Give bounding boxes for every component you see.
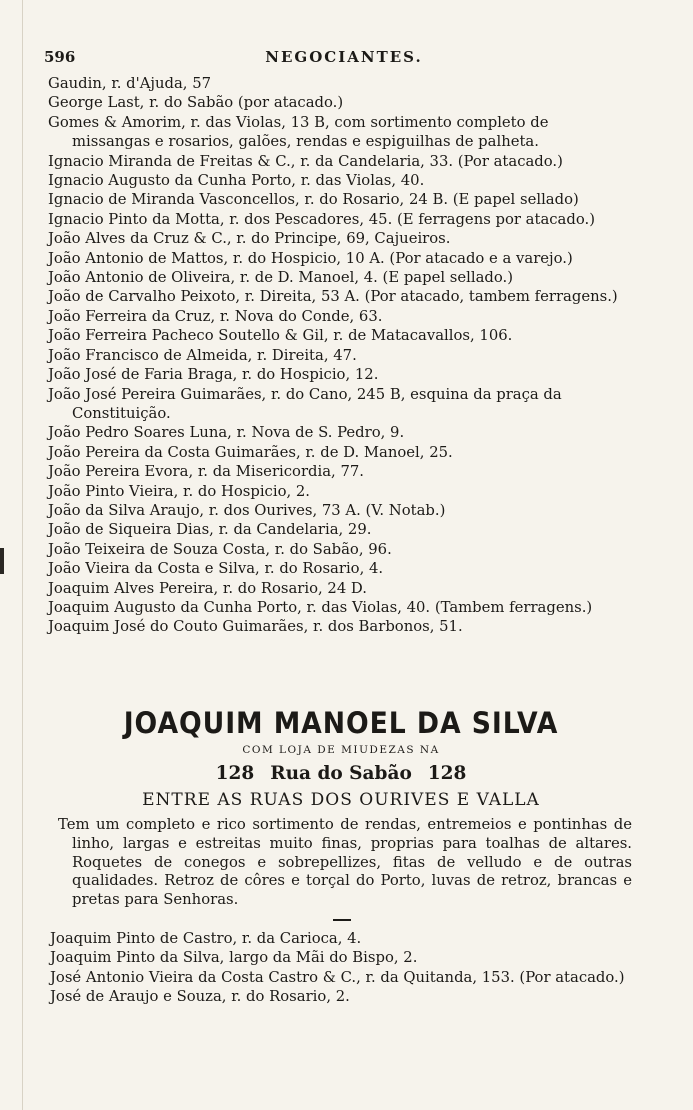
list-item: Joaquim Pinto de Castro, r. da Carioca, 4. (50, 930, 362, 947)
list-item: João Pereira da Costa Guimarães, r. de D. Manoel, 25. (48, 443, 453, 461)
list-item: Joaquim Alves Pereira, r. do Rosario, 24 D. (48, 579, 367, 597)
list-item: Ignacio Augusto da Cunha Porto, r. das Violas, 40. (48, 172, 425, 190)
list-item: Joaquim José do Couto Guimarães, r. dos Barbonos, 51. (48, 618, 463, 636)
list-item: João Alves da Cruz & C., r. do Principe, 69, Cajueiros. (48, 230, 451, 248)
list-item: Gaudin, r. d'Ajuda, 57 (48, 75, 212, 92)
advertiser-address (50, 762, 632, 786)
list-item: Gomes & Amorim, r. das Violas, 13 B, com sortimento completo de missangas e rosarios, galões, rendas e espiguilhas de palheta. (48, 113, 549, 151)
list-item: Ignacio de Miranda Vasconcellos, r. do Rosario, 24 B. (E papel sellado) (48, 191, 579, 209)
page-fold-line (22, 0, 23, 1110)
list-item: João Ferreira Pacheco Soutello & Gil, r. de Matacavallos, 106. (48, 327, 513, 345)
list-item: Joaquim Augusto da Cunha Porto, r. das Violas, 40. (Tambem ferragens.) (48, 598, 593, 616)
advertisement (50, 706, 632, 910)
list-item: João Francisco de Almeida, r. Direita, 47. (48, 346, 357, 364)
merchant-list-continued (50, 929, 630, 1007)
address-number-right: 128 (427, 763, 467, 784)
list-item: João Antonio de Mattos, r. do Hospicio, 10 A. (Por atacado e a varejo.) (48, 249, 573, 267)
list-item: João Ferreira da Cruz, r. Nova do Conde, 63. (48, 307, 383, 325)
section-divider (333, 919, 351, 921)
advertiser-location: ENTRE AS RUAS DOS OURIVES E VALLA (142, 790, 540, 810)
advertisement-body: Tem um completo e rico sortimento de rendas, entremeios e pontinhas de linho, largas e estreitas muito finas, proprias para toalhas de altares. Roquetes de conegos e sobrepellizes, fitas de velludo e de outras qualidades. Retroz de côres e torçal do Porto, luvas de retroz, brancas e pretas para Senhoras. (58, 816, 632, 909)
margin-mark (0, 548, 4, 574)
advertiser-name: JOAQUIM MANOEL DA SILVA (123, 706, 559, 740)
list-item: João José de Faria Braga, r. do Hospicio, 12. (48, 366, 379, 384)
address-street: Rua do Sabão (270, 763, 412, 784)
advertiser-subtitle: COM LOJA DE MIUDEZAS NA (242, 744, 440, 756)
page-header (44, 48, 644, 70)
list-item: João da Silva Araujo, r. dos Ourives, 73 A. (V. Notab.) (48, 501, 446, 519)
list-item: Ignacio Pinto da Motta, r. dos Pescadores, 45. (E ferragens por atacado.) (48, 210, 595, 228)
list-item: João Teixeira de Souza Costa, r. do Sabão, 96. (48, 540, 392, 558)
list-item: João Pereira Evora, r. da Misericordia, 77. (48, 463, 364, 481)
list-item: João Pedro Soares Luna, r. Nova de S. Pedro, 9. (48, 424, 405, 442)
list-item: João José Pereira Guimarães, r. do Cano, 245 B, esquina da praça da Constituição. (48, 385, 562, 422)
list-item: José Antonio Vieira da Costa Castro & C., r. da Quitanda, 153. (Por atacado.) (50, 968, 625, 986)
merchant-list (48, 74, 628, 637)
list-item: Ignacio Miranda de Freitas & C., r. da Candelaria, 33. (Por atacado.) (48, 152, 563, 170)
list-item: João Antonio de Oliveira, r. de D. Manoel, 4. (E papel sellado.) (48, 269, 514, 287)
list-item: José de Araujo e Souza, r. do Rosario, 2. (50, 988, 350, 1006)
list-item: Joaquim Pinto da Silva, largo da Mãi do Bispo, 2. (50, 949, 418, 967)
list-item: João de Siqueira Dias, r. da Candelaria, 29. (48, 521, 372, 539)
address-number-left: 128 (215, 763, 255, 784)
running-head: NEGOCIANTES. (265, 48, 423, 66)
list-item: João Pinto Vieira, r. do Hospicio, 2. (48, 482, 311, 500)
list-item: João de Carvalho Peixoto, r. Direita, 53 A. (Por atacado, tambem ferragens.) (48, 288, 618, 306)
list-item: George Last, r. do Sabão (por atacado.) (48, 94, 344, 112)
page-number: 596 (44, 48, 76, 66)
list-item: João Vieira da Costa e Silva, r. do Rosario, 4. (48, 560, 384, 578)
